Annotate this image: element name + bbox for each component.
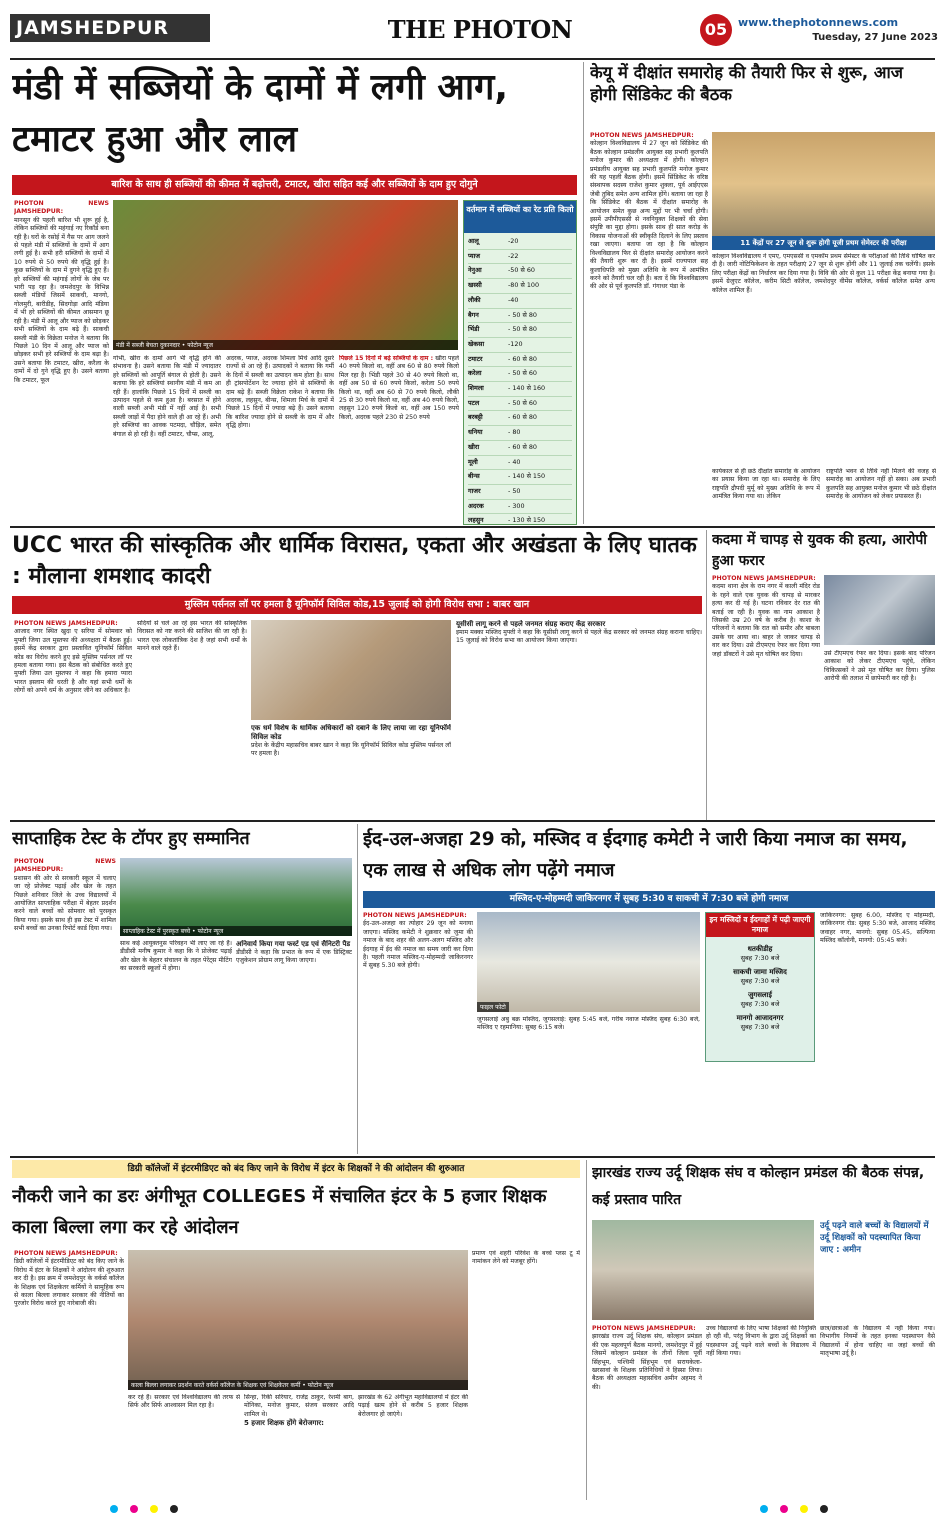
newspaper-logo: THE PHOTON	[387, 15, 573, 44]
story8-body3: छात्र/छात्राओं के विद्यालय में नहीं किया गया। विभागीय नियमों के तहत इनका पदस्थापन वैसे विद्यालयों में होना चाहिए था जहां बच्चों की मातृभाषा उर्दू है।	[820, 1325, 935, 1358]
rate-row	[468, 279, 572, 294]
story3-strap: मुस्लिम पर्सनल लॉ पर हमला है यूनिफॉर्म सिविल कोड,15 जुलाई को होगी विरोध सभा : बाबर खान	[12, 596, 702, 614]
section-rule-1	[10, 526, 935, 528]
story3-byline: PHOTON NEWS JAMSHEDPUR:	[14, 620, 118, 627]
story1-strap: बारिश के साथ ही सब्जियों की कीमत में बढ़ोत्तरी, टमाटर, खीरा सहित कई और सब्जियों के दाम हुए दोगुने	[12, 175, 577, 195]
mosque-time: सुबह 7:30 बजे	[740, 977, 780, 985]
story7-body2: कर रहे हैं। सरकार एवं विश्वविद्यालय की तरफ से सिर्फ और सिर्फ आश्वासन मिल रहा है।	[128, 1394, 240, 1410]
story4-body: कदमा थाना क्षेत्र के राम नगर में काली मंदिर रोड के रहने वाले एक युवक की चापड़ से मारकर हत्या कर दी गई है। घटना रविवार देर रात की बताई जा रही है। युवक का नाम आकाश है जिसकी उम्र 20 वर्ष के करीब है। काशा के परिजनों ने बताया कि रात को समीर और बाबला उसके घर आया था। बाहर ले जाकर चापड़ से वार कर दिया। उसे टीएमएच रेफर कर दिया गया जहां डॉक्टरों ने उसे मृत घोषित कर दिया।	[712, 583, 820, 658]
story6-box-title: इन मस्जिदों व ईदगाहों में पढ़ी जाएगी नमाज	[706, 913, 814, 937]
story7-headline: नौकरी जाने का डरः अंगीभूत COLLEGES में संचालित इंटर के 5 हजार शिक्षक काला बिल्ला लगा कर रहे आंदोलन	[12, 1186, 547, 1238]
rate-price: - 130 से 150	[508, 516, 546, 525]
story3-col1	[14, 620, 132, 815]
mosque-time: सुबह 7:30 बजे	[740, 1000, 780, 1008]
story7-body4: झारखंड के 62 अंगीभूत महाविद्यालयों में इंटर की पढ़ाई खत्म होने से करीब 5 हजार शिक्षक बेरोजगार हो जाएंगे।	[358, 1394, 468, 1418]
story3-col4	[456, 620, 702, 815]
story6-body2: जाकिरनगर: सुबह 6.00, मस्जिद ए मोहम्मदी, जाकिरनगर रोड: सुबह 5:30 बजे, आजाद मस्जिद जवाहर नगर, मानगो: सुबह 05.45, सल्फिया मस्जिद कॉलोनी, मानगो: 05:45 बजे।	[820, 912, 935, 945]
rate-item: लहसुन	[468, 516, 484, 525]
story3-body: आजाद नगर स्थित खुदा ए सरिया में सोमवार को मुफ्ती जिया उल मुस्तफा की अध्यक्षता में बैठक हुई। इसमें केंद्र सरकार द्वारा प्रस्तावित यूनिफॉर्म सिविल कोड का विरोध करने हुए इसे मुस्लिम पर्सनल लॉ पर हमला बताया गया। इस बैठक को संबोधित करते हुए मुफ्ती जिया उल मुस्तफा ने कहा कि हमारा प्यारा भारत इस्लाम की धरती है और यहां सभी धर्मों के लोगों को अपने धर्म के अनुसार जीने का अधिकार है।	[14, 628, 132, 695]
story6-headline: ईद-उल-अजहा 29 को, मस्जिद व ईदगाह कमेटी ने जारी किया नमाज का समय, एक लाख से अधिक लोग पढ़ेंगे नमाज	[363, 829, 908, 881]
rate-row	[468, 353, 572, 368]
rate-price: - 140 से 160	[508, 384, 546, 393]
story6-photo-caption: फाइल फोटो	[477, 1002, 509, 1012]
rate-row	[468, 235, 572, 250]
story1-body3: अदरक, प्याज, अदरक शिमला मिर्च आदि दूसरे राज्यों से आ रहे हैं। उत्पादकों ने बताया कि गर्मी के दिनों में सब्जी का उत्पादन कम होता है। साथ ही ट्रांसपोर्टेशन रेट ज्यादा होने से सब्जियों के दाम बढ़े हैं। सब्जी विक्रेता राकेश ने बताया कि अदरक, लहसुन, बीन्स, शिमला मिर्च के दामों में पिछले 15 दिनों में ज्यादा बढ़े हैं। उसने बताया कि बारिश ज्यादा होने से सब्जी के दाम में और वृद्धि होगा।	[226, 355, 334, 430]
column-rule-2	[706, 530, 707, 820]
column-rule-1	[583, 62, 584, 524]
story3-col3	[251, 724, 451, 816]
rate-box-title: वर्तमान में सब्जियों का रेट प्रति किलो	[464, 201, 576, 233]
rate-row	[468, 250, 572, 265]
story4-headline: कदमा में चापड़ से युवक की हत्या, आरोपी हुआ फरार	[712, 532, 927, 569]
story3-body4: इमाम मक्का मस्जिद मुफ्ती ने कहा कि यूसीसी लागू करने से पहले केंद्र सरकार को जनमत संग्रह कराना चाहिए। 15 जुलाई को विरोध सभा का आयोजन किया जाएगा।	[456, 629, 702, 645]
rate-item: पटल	[468, 398, 480, 407]
rate-price: -50 से 60	[508, 266, 535, 275]
rate-item: लौकी	[468, 295, 481, 304]
rate-item: धनिया	[468, 428, 483, 437]
mosque-name: साकची जामा मस्जिद	[733, 968, 787, 976]
section-rule-2	[10, 820, 935, 822]
story3-subhead2: यूसीसी लागू करने से पहले जनमत संग्रह कराए केंद्र सरकार	[456, 620, 606, 628]
rate-price: -20	[508, 237, 519, 245]
story8-byline: PHOTON NEWS JAMSHEDPUR:	[592, 1325, 696, 1332]
story2-body: कोल्हान विश्वविद्यालय में 27 जून को सिंडिकेट की बैठक कोल्हान प्रमंडलीय आयुक्त सह प्रभारी कुलपति मनोज कुमार की अध्यक्षता में होगी। कोल्हान प्रमंडलीय आयुक्त सह प्रभारी कुलपति मनोज कुमार की यह पहली बैठक होगी। इसमें सिंडिकेट के वरिष्ठ संस्थापक सदस्य राजेश कुमार शुक्ला, पूर्व आईएएस जेबी तुबिद समेत अन्य शामिल होंगे। बताया जा रहा है कि सिंडिकेट की बैठक में दीक्षांत समारोह के आयोजन समेत कुछ अन्य मुद्दों पर भी चर्चा होगी। इसमें उपीपीएससी से नवनियुक्त शिक्षकों की सेवा संपुष्टि का मुद्दा होगा। इसके साथ ही सात करोड़ के विकास योजनाओं की स्वीकृति दिलाने के लिए प्रस्ताव रखा जाएगा। बताया जा रहा है कि कोल्हान विश्वविद्यालय फिर से दीक्षांत समारोह आयोजन करने की तैयारी शुरू कर दी है। इसमें राज्यपाल सह कुलाधिपति को मुख्य अतिथि के रूप में आमंत्रित करने को तैयारी चल रही है। बता दें कि विश्वविद्यालय की ओर से पूर्व कुलपति डॉ. गंगाधर पंडा के	[590, 140, 708, 291]
story5-body: प्रशासन की ओर से सरकारी स्कूल में चलाए जा रहे प्रोजेक्ट पढ़ाई और खेल के तहत पिछले शनिवार जिले के उच्च विद्यालयों में आयोजित साप्ताहिक परीक्षा में बेहतर प्रदर्शन करने वाले बच्चों को सोमवार को पुरस्कृत किया गया। इसके साथ ही इस टेस्ट में शामिल सभी बच्चों का उनका रिपोर्ट कार्ड दिया गया।	[14, 874, 116, 933]
story5-photo-caption: साप्ताहिक टेस्ट में पुरस्कृत बच्चे • फोटोन न्यूज	[120, 926, 352, 936]
story4-col2	[824, 650, 935, 816]
rate-row	[468, 382, 572, 397]
story7-photo	[128, 1250, 468, 1390]
story7-body3: सिन्हा, रिकी सरियार, राजेंद्र ठाकुर, रेशमी बाग, मोनिका, मनोज कुमार, संजय सरकार आदि शामिल थे।	[244, 1394, 354, 1418]
story7-subhead: 5 हजार शिक्षक होंगे बेरोजगार:	[244, 1419, 324, 1428]
story4-byline: PHOTON NEWS JAMSHEDPUR:	[712, 575, 816, 582]
rate-row	[468, 309, 572, 324]
story2-col1	[590, 132, 708, 522]
rate-item: प्याज	[468, 251, 481, 260]
story1-col3	[226, 355, 334, 525]
story8-photo	[592, 1220, 814, 1320]
story4-col1	[712, 575, 820, 815]
story7-byline: PHOTON NEWS JAMSHEDPUR:	[14, 1250, 118, 1257]
story1-headline: मंडी में सब्जियों के दामों में लगी आग, टमाटर हुआ और लाल	[12, 67, 509, 160]
story1-col4	[339, 355, 459, 525]
rate-box	[463, 200, 577, 525]
story7-col4	[358, 1394, 468, 1500]
section-rule-3	[10, 1156, 935, 1158]
rate-item: गाजर	[468, 486, 481, 495]
story3-body3: प्रदेश के केंद्रीय महासचिव बाबर खान ने कहा कि यूनिफॉर्म सिविल कोड मुस्लिम पर्सनल लॉ पर हमला है।	[251, 742, 451, 758]
rate-price: - 50 से 60	[508, 398, 537, 407]
story2-photo-caption: 11 केंद्रों पर 27 जून से शुरू होगी यूजी प्रथम सेमेस्टर की परीक्षा	[712, 236, 935, 250]
rate-price: -40	[508, 295, 519, 304]
story2-photo	[712, 132, 935, 236]
rate-row	[468, 456, 572, 471]
story3-col2	[137, 620, 247, 815]
story2-body2: कोल्हान विश्वविद्यालय ने एमए, एमएससी व एमकॉम प्रथम सेमेस्टर के परीक्षाओं की तिथि घोषित कर दी है। जारी नोटिफिकेशन के तहत परीक्षाएं 27 जून से शुरू होंगी और 11 जुलाई तक चलेंगी। इसके लिए परीक्षा केंद्रों का निर्धारण कर दिया गया है। विवि की ओर से कुल 11 परीक्षा केंद्र बनाया गया है। इसमें ग्रेजुएट कॉलेज, करीम सिटी कॉलेज, जमशेदपुर वीमेंस कॉलेज, वर्कर्स कॉलेज समेत अन्य कॉलेज शामिल हैं।	[712, 253, 935, 294]
story2-body4: राष्ट्रपति भवन से तिथि नहीं मिलने की वजह से समारोह का आयोजन नहीं हो सका। अब प्रभारी कुलपति सह आयुक्त मनोज कुमार भी छठे दीक्षांत समारोह के आयोजन को लेकर प्रयासरत हैं।	[826, 468, 936, 501]
story7-body5: प्रमाण एवं शहरी परिवेश के बच्चे प्लस टू में नामांकन लेने को मजबूर होंगे।	[472, 1250, 580, 1266]
rate-price: -80 से 100	[508, 281, 540, 290]
story6-strap: मस्जिद-ए-मोहम्मदी जाकिरनगर में सुबह 5:30 व साकची में 7:30 बजे होगी नमाज	[363, 891, 935, 908]
rate-row	[468, 397, 572, 412]
rate-list	[464, 233, 576, 525]
rate-item: करेला	[468, 369, 482, 378]
rate-price: - 60 से 80	[508, 413, 537, 422]
story8-quote: उर्दू पढ़ने वाले बच्चों के विद्यालयों में उर्दू शिक्षकों को पदस्थापित किया जाए : अमीन	[820, 1221, 929, 1255]
story3-photo	[251, 620, 451, 720]
story8-body2: उच्च विद्यालयों के लिए भाषा शिक्षकों की नियुक्ति हो रही थी, परंतु विभाग के द्वारा उर्दू शिक्षकों का पदस्थापन उर्दू पढ़ने वाले बच्चों के विद्यालय में नहीं किया गया।	[706, 1325, 816, 1358]
mosque-name: मानगो आजादनगर	[736, 1014, 784, 1022]
rate-item: बीन्स	[468, 472, 480, 481]
rate-item: खेकसा	[468, 339, 485, 348]
rate-row	[468, 264, 572, 279]
rate-item: बैगन	[468, 310, 479, 319]
story3-body2: सदियों से चले आ रहे इस भारत की सांस्कृतिक विरासत को नष्ट करने की साजिश की जा रही है। भारत एक लोकतांत्रिक देश है जहां सभी धर्मों के मानने वाले रहते हैं।	[137, 620, 247, 653]
rate-price: - 80	[508, 428, 521, 437]
edition-label: JAMSHEDPUR	[10, 14, 210, 42]
rate-row	[468, 426, 572, 441]
rate-item: खीरा	[468, 442, 480, 451]
rate-price: - 40	[508, 457, 521, 466]
rate-item: मूली	[468, 457, 478, 466]
story1-col1	[14, 200, 109, 525]
rate-item: भिंडी	[468, 325, 480, 334]
story7-col3	[244, 1394, 354, 1500]
mosque-name: धतकीडीह	[747, 945, 773, 953]
story7-body: डिग्री कॉलेजों में इंटरमीडिएट को बंद किए जाने के विरोध में इंटर के शिक्षकों ने आंदोलन की शुरुआत कर दी है। इस क्रम में जमशेदपुर के वर्कर्स कॉलेज के शिक्षक एवं शिक्षकेतर कर्मियों ने सामूहिक रूप से काला बिल्ला लगाकर सरकार की नीतियों का पुरजोर विरोध करते हुए नारेबाजी की।	[14, 1258, 124, 1308]
story6-col1	[363, 912, 473, 1154]
rate-row	[468, 338, 572, 353]
story7-col5	[472, 1250, 580, 1500]
website-link[interactable]: www.thephotonnews.com	[738, 16, 899, 29]
column-rule-3	[357, 824, 358, 1154]
story1-body: मानसून की पहली बारिश भी शुरू हुई है, लेकिन सब्जियों की महंगाई नए रिकॉर्ड बना रही है। घरों के रसोई में गैस पर आग जलने से पहले मंडी में सब्जियों के दामों में आग लगी हुई है। सभी हरी सब्जियों के दामों में 10 रुपये से 50 रुपये की वृद्धि हुई है। कुछ सब्जियों के दाम में दुगने वृद्धि हुए हैं। हरे सब्जियों की महंगाई लोगों के जेब पर भारी पड़ रहा है। जमशेदपुर के विभिन्न सब्जी मंडियों जिसमें साकची, मानगो, गोलमुरी, बारीडीह, सिदगोड़ा आदि मंडिया में भी हरे सब्जियों की कीमत आसमान छू रही है। मंडी में आलू और प्याज को छोड़कर सभी सब्जियों के दाम बढ़े हैं। साकची सब्जी मंडी के विक्रेता मनोज ने बताया कि पिछले 10 दिन में आलू और प्याज को छोड़कर सभी हरे सब्जियों के दाम बढ़ा है। उसने बताया कि टमाटर, खीरा, करैला के दामों में दो गुने वृद्धि हुए है। उसने बताया कि टमाटर, फूल	[14, 216, 109, 384]
mosque-name: जुगसलाई	[748, 991, 772, 999]
story1-body4-subhead: पिछले 15 दिनों में बढ़े सब्जियों के दाम :	[339, 355, 434, 362]
rate-row	[468, 367, 572, 382]
mosque-time: सुबह 7:30 बजे	[740, 954, 780, 962]
masthead	[0, 0, 945, 60]
rate-price: - 50 से 60	[508, 369, 537, 378]
masthead-rule	[10, 58, 935, 60]
story1-body4: खीरा पहले 40 रुपये किलो था, वहीं अब 60 से 80 रुपये किलो मिल रहा है। भिंडी पहले 30 से 40 रुपये किलो था, वहीं अब 50 से 60 रुपये किलो, करेला 50 रुपये किलो था, वहीं अब 60 से 70 रुपये किलो, लौकी 25 से 30 रुपये किलो था, वहीं अब 40 रुपये किलो, लहसुन 120 रुपये किलो था, वहीं अब 150 रुपये किलो, अदरक पहले 230 से 250 रुपये	[339, 355, 459, 421]
rate-item: नेनुआ	[468, 266, 482, 275]
rate-row	[468, 441, 572, 456]
rate-price: - 60 से 80	[508, 442, 537, 451]
rate-price: - 300	[508, 501, 525, 510]
story8-col1	[592, 1325, 702, 1500]
story2-col3	[826, 468, 936, 524]
rate-row	[468, 411, 572, 426]
rate-row	[468, 323, 572, 338]
story5-col3	[236, 940, 352, 1154]
story5-byline: PHOTON NEWS JAMSHEDPUR:	[14, 858, 116, 874]
story1-body2: गोभी, खीरा के दामों आगे भी वृद्धि होने की संभावना है। उसने बताया कि मंडी में ज्यादातर हरे सब्जियों को आपूर्ति बंगाल से होती है। उसने बताया कि हरे सब्जियां स्थानीय मंडी में कम आ रही हैं। हालांकि पिछले 15 दिनों में सब्जी का उत्पादन पहले से कम हुआ है। बरसात में होने वाली सब्जी अभी मंडी में नहीं आई है। सभी सब्जी जाड़ों में पैदा होने वाले ही आ रहे हैं। अभी हरे सब्जियां का आवक पटमदा, चौड़िल, समेत बंगाल से हो रही है। वहीं टमाटर, चौप्स, आलू,	[113, 355, 221, 438]
story1-photo-caption: मंडी में सब्जी बेचता दुकानदार • फोटोन न्यूज	[113, 340, 458, 350]
rate-row	[468, 514, 572, 525]
rate-item: आलू	[468, 237, 479, 245]
story4-photo	[824, 575, 935, 645]
rate-price: - 50	[508, 486, 521, 495]
rate-item: टमाटर	[468, 354, 483, 363]
rate-item: शिमला	[468, 384, 484, 393]
story7-strap: डिग्री कॉलेजों में इंटरमीडिएट को बंद किए जाने के विरोध में इंटर के शिक्षकों ने की आंदोलन की शुरुआत	[12, 1160, 580, 1178]
rate-row	[468, 294, 572, 309]
rate-price: -22	[508, 251, 519, 260]
registration-marks	[0, 1502, 945, 1516]
story8-col2	[706, 1325, 816, 1500]
story1-photo	[113, 200, 458, 350]
story5-col1	[14, 858, 116, 1154]
story5-photo	[120, 858, 352, 936]
rate-price: - 140 से 150	[508, 472, 546, 481]
story1-col2	[113, 355, 221, 525]
rate-row	[468, 500, 572, 515]
issue-date: Tuesday, 27 June 2023	[812, 32, 938, 43]
story3-headline: UCC भारत की सांस्कृतिक और धार्मिक विरासत, एकता और अखंडता के लिए घातक : मौलाना शमशाद कादरी	[12, 533, 697, 589]
story2-headline: केयू में दीक्षांत समारोह की तैयारी फिर से शुरू, आज होगी सिंडिकेट की बैठक	[590, 63, 903, 104]
story8-body: झारखंड राज्य उर्दू शिक्षक संघ, कोल्हान प्रमंडल की एक महत्वपूर्ण बैठक मानगो, जमशेदपुर में हुई जिसमें कोल्हान प्रमंडल के तीनों जिला पूर्वी सिंहभूम, पश्चिमी सिंहभूम एवं सरायकेला-खरसावां के शिक्षक प्रतिनिधियों ने हिस्सा लिया। बैठक की अध्यक्षता महासचिव अमीन अहमद ने की।	[592, 1333, 702, 1391]
story6-body3: जुगसलाई अबु बक्र मस्जिद, जुगसलाई: सुबह 5:45 बजे, गरीब नवाज मस्जिद सुबह 6:30 बजे, मस्जिद ए रहमानिया: सुबह 6:15 बजे।	[477, 1016, 700, 1032]
story2-col2	[712, 468, 820, 524]
story7-col2	[128, 1394, 240, 1500]
story4-body2: उसे टीएमएच रेफर कर दिया। इसके बाद परिजन आकाश को लेकर टीएमएच पहुंचे, लेकिन चिकित्सकों ने उसे मृत घोषित कर दिया। पुलिस आरोपी की तलाश में छापेमारी कर रही है।	[824, 650, 935, 683]
rate-price: - 50 से 80	[508, 310, 537, 319]
story6-photo	[477, 912, 700, 1012]
mosque-time: सुबह 7:30 बजे	[740, 1023, 780, 1031]
story3-subhead: एक धर्म विशेष के धार्मिक अधिकारों को दबाने के लिए लाया जा रहा यूनिफॉर्म सिविल कोड	[251, 724, 451, 741]
rate-row	[468, 470, 572, 485]
rate-item: खस्सी	[468, 281, 482, 290]
rate-row	[468, 485, 572, 500]
rate-price: - 60 से 80	[508, 354, 537, 363]
story5-headline: साप्ताहिक टेस्ट के टॉपर हुए सम्मानित	[12, 829, 250, 849]
rate-price: -120	[508, 339, 523, 348]
story6-col2	[477, 1016, 700, 1154]
story8-col3	[820, 1325, 935, 1500]
rate-item: अदरक	[468, 501, 484, 510]
story2-body3: कार्यकाल से ही छठे दीक्षांत समारोह के आयोजन का प्रयास किया जा रहा था। समारोह के लिए राष्ट्रपति द्रौपदी मुर्मू को मुख्य अतिथि के रूप में आमंत्रित किया गया था। लेकिन	[712, 468, 820, 501]
rate-item: बरबट्टी	[468, 413, 483, 422]
story7-col1	[14, 1250, 124, 1500]
story1-byline: PHOTON NEWS JAMSHEDPUR:	[14, 200, 109, 216]
rate-price: - 50 से 80	[508, 325, 537, 334]
story2-box	[712, 253, 935, 463]
story6-box	[705, 912, 815, 1062]
story5-body2: साथ कई आयुक्तनुस परिवहन भी लाए जा रहे हैं। डीडीसी मनीष कुमार ने कहा कि ने प्रोजेक्ट पढ़ाई और खेल के बेहतर संचालन के तहत पेरेंट्स मीटिंग का सरकारी स्कूलों में होगा।	[120, 940, 232, 973]
story2-byline: PHOTON NEWS JAMSHEDPUR:	[590, 132, 694, 139]
column-rule-4	[586, 1160, 587, 1500]
story7-photo-caption: काला बिल्ला लगाकर प्रदर्शन करते वर्कर्स कॉलेज के शिक्षक एवं शिक्षकेतर कर्मी • फोटोन न्यूज	[128, 1380, 468, 1390]
story6-byline: PHOTON NEWS JAMSHEDPUR:	[363, 912, 467, 919]
story5-body3: डीडीसी ने कहा कि प्रभात के रूप में एक डिस्ट्रिक्ट एजुकेशन प्रोग्राम लागू किया जाएगा।	[236, 949, 352, 965]
story6-col3	[820, 912, 935, 1154]
story5-col2	[120, 940, 232, 1154]
story5-subhead: अनिवार्य किया गया फर्स्ट एड एवं सैनिटरी पैड	[236, 940, 351, 948]
page-number-badge: 05	[700, 14, 732, 46]
mosque-list	[706, 937, 814, 1035]
story8-headline: झारखंड राज्य उर्दू शिक्षक संघ व कोल्हान प्रमंडल की बैठक संपन्न, कई प्रस्ताव पारित	[592, 1165, 925, 1208]
story6-body: ईद-उल-अजहा का त्योहार 29 जून को मनाया जाएगा। मस्जिद कमेटी ने शुक्रवार को जुमा की नमाज के बाद शहर की अलग-अलग मस्जिद और ईदगाह में ईद की नमाज का समय जारी कर दिया है। पहली नमाज मस्जिद-ए-मोहम्मदी जाकिरनगर में सुबह 5.30 बजे होगी।	[363, 920, 473, 970]
